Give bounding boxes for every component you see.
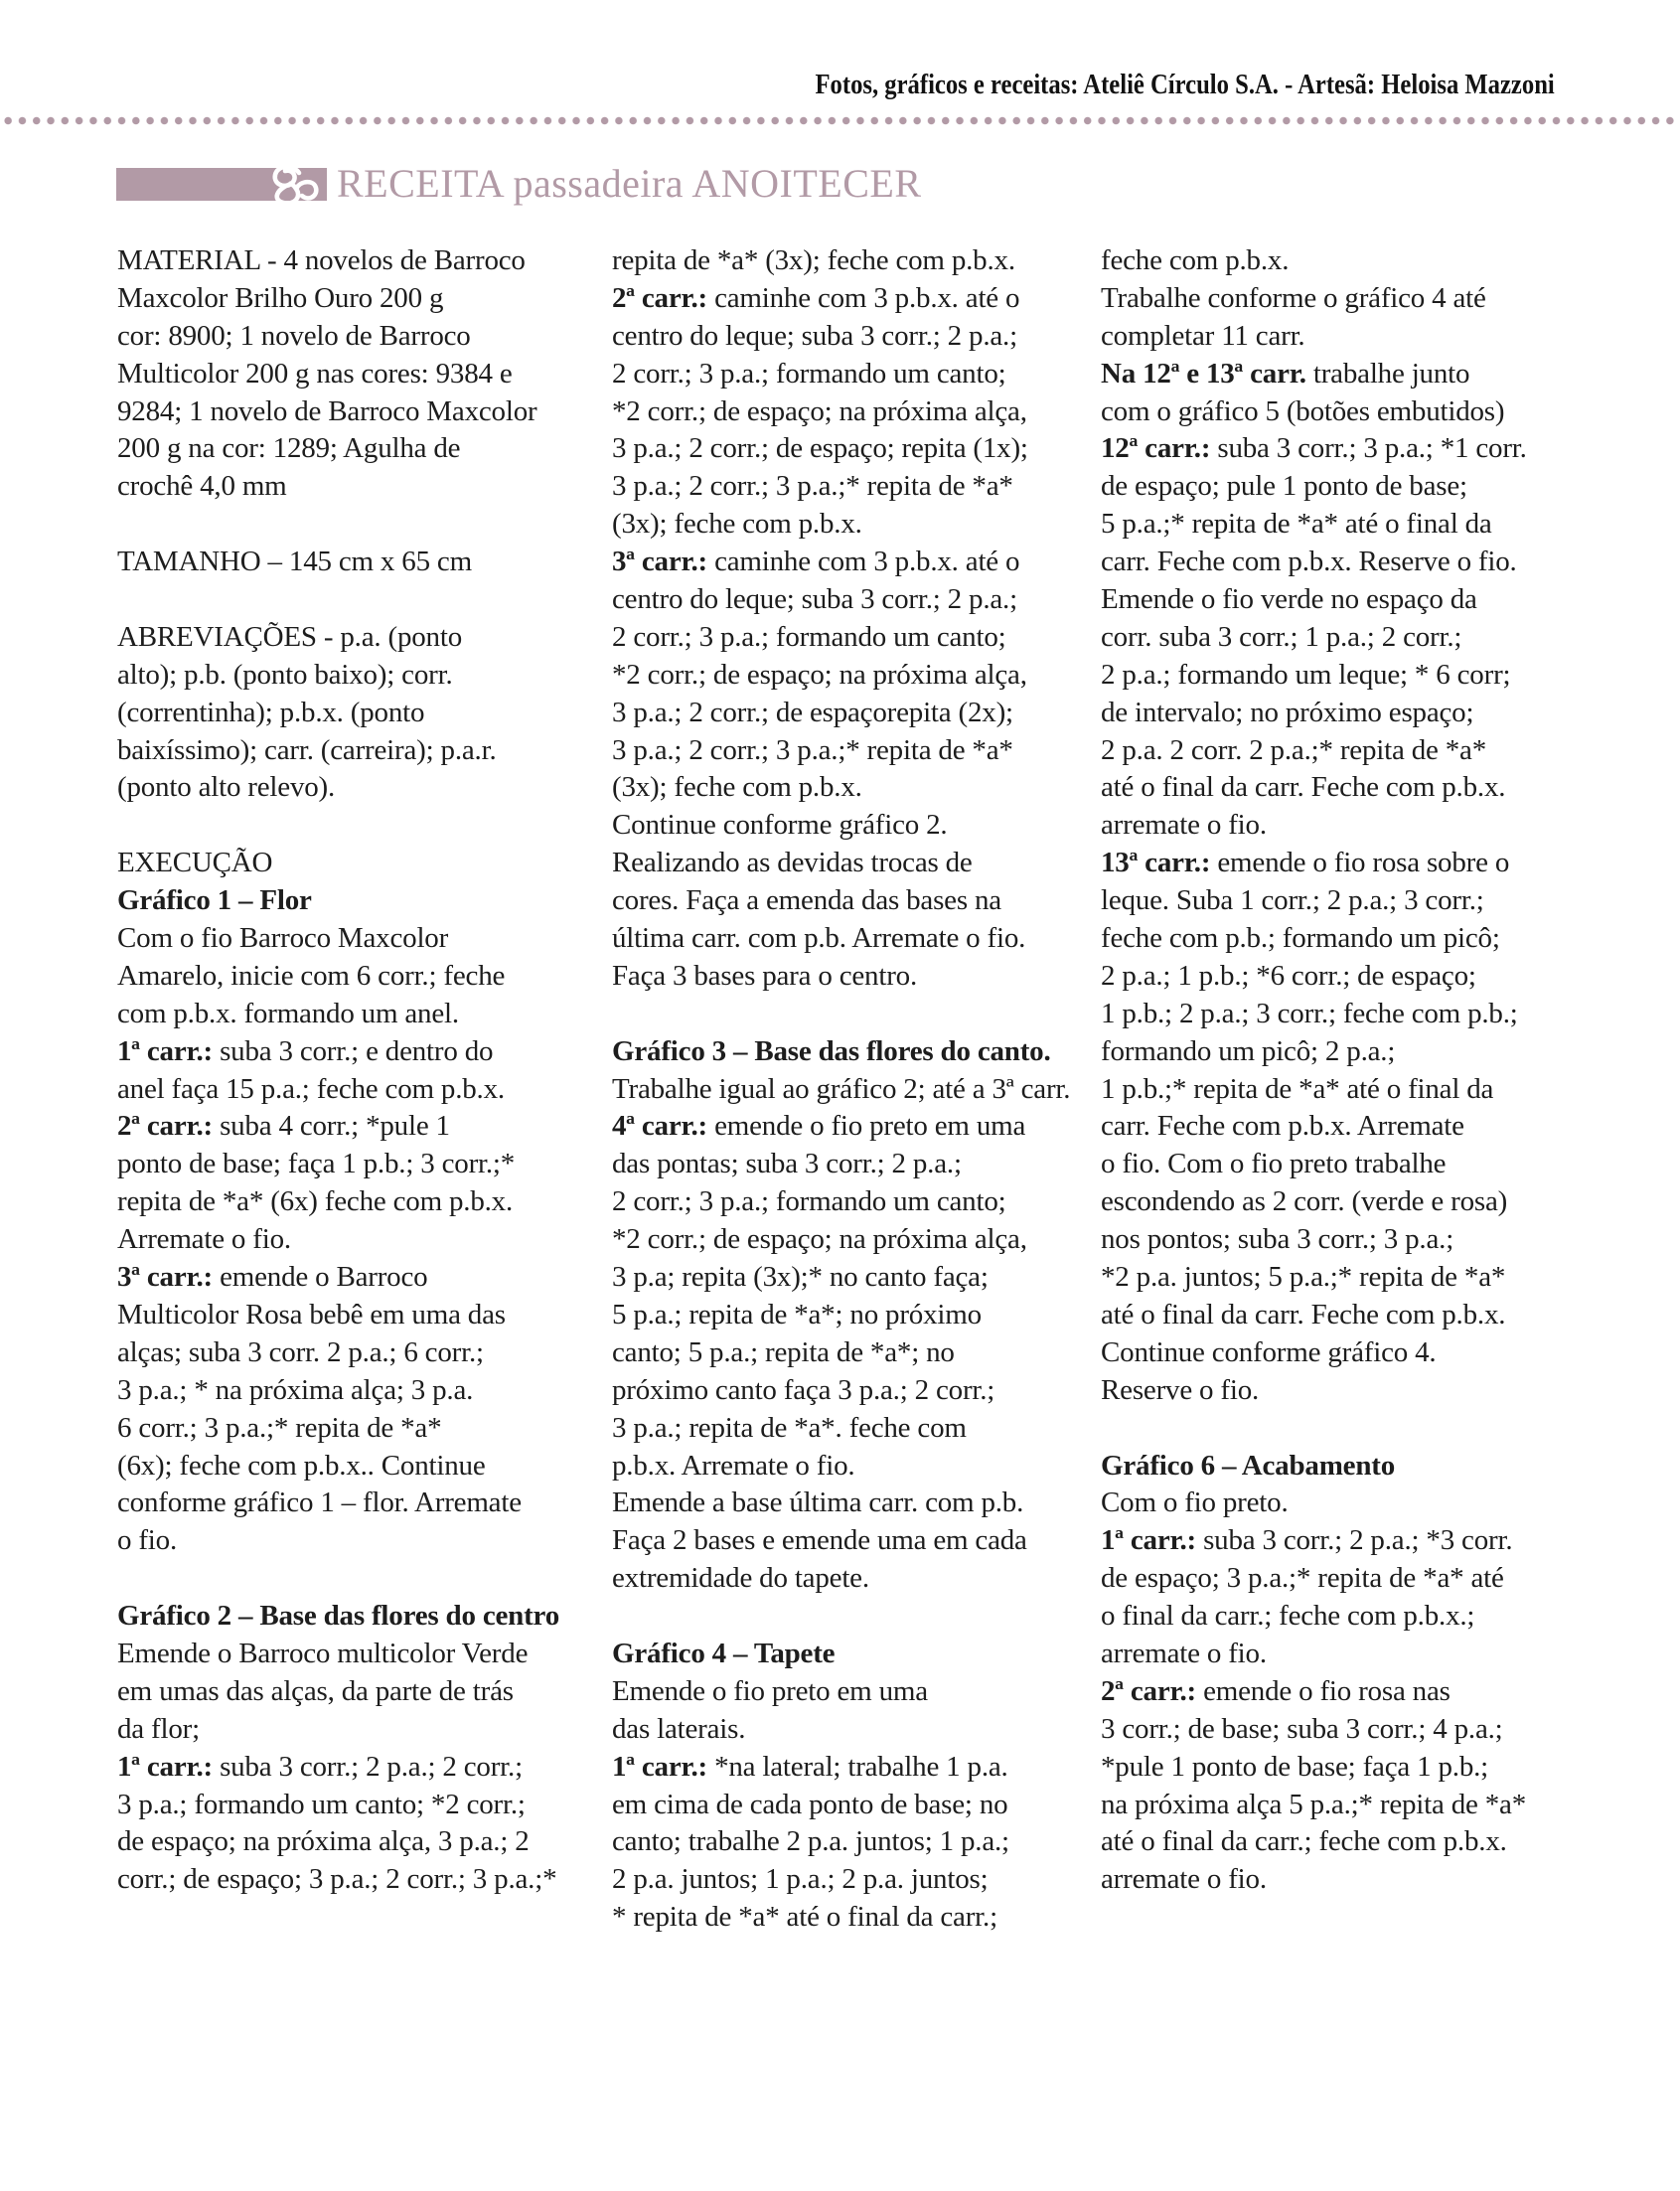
text-run: (3x); feche com p.b.x. xyxy=(612,508,862,541)
text-run: 2 p.a. juntos; 1 p.a.; 2 p.a. juntos; xyxy=(612,1863,989,1896)
text-run: de espaço; 3 p.a.;* repita de *a* até xyxy=(1101,1562,1504,1595)
text-run: o fio. Com o fio preto trabalhe xyxy=(1101,1148,1447,1180)
bold-run: Gráfico 2 – Base das flores do centro xyxy=(117,1600,560,1633)
text-run: Emende o fio preto em uma xyxy=(612,1674,928,1707)
text-line xyxy=(1101,1334,1580,1372)
text-run: emende o fio rosa sobre o xyxy=(1210,847,1510,879)
text-line xyxy=(117,996,596,1033)
text-run: repita de *a* (3x); feche com p.b.x. xyxy=(612,244,1015,276)
text-line xyxy=(612,882,1091,920)
text-run: Emende o fio verde no espaço da xyxy=(1101,583,1477,616)
text-line xyxy=(1101,920,1580,958)
text-line xyxy=(1101,1448,1580,1486)
bold-run: 3ª carr.: xyxy=(117,1261,214,1294)
bold-run: Gráfico 1 – Flor xyxy=(117,884,312,917)
text-run: das pontas; suba 3 corr.; 2 p.a.; xyxy=(612,1148,962,1180)
text-line xyxy=(117,1823,596,1861)
text-run: 3 p.a.; * na próxima alça; 3 p.a. xyxy=(117,1373,474,1406)
text-line xyxy=(612,430,1091,468)
text-run: 3 p.a.; 2 corr.; 3 p.a.;* repita de *a* xyxy=(612,470,1013,503)
text-line xyxy=(612,732,1091,770)
text-line xyxy=(1101,882,1580,920)
text-run: centro do leque; suba 3 corr.; 2 p.a.; xyxy=(612,319,1017,352)
text-run: *pule 1 ponto de base; faça 1 p.b.; xyxy=(1101,1750,1489,1783)
text-line xyxy=(1101,807,1580,845)
text-run: 3 corr.; de base; suba 3 corr.; 4 p.a.; xyxy=(1101,1712,1503,1745)
text-line xyxy=(117,845,596,882)
text-line xyxy=(117,1749,596,1787)
text-run: próximo canto faça 3 p.a.; 2 corr.; xyxy=(612,1373,995,1406)
text-run: Maxcolor Brilho Ouro 200 g xyxy=(117,281,444,314)
text-run: arremate o fio. xyxy=(1101,1637,1267,1669)
text-line xyxy=(1101,732,1580,770)
bold-run: 13ª carr.: xyxy=(1101,847,1211,879)
text-run: com p.b.x. formando um anel. xyxy=(117,997,459,1029)
text-run: (correntinha); p.b.x. (ponto xyxy=(117,696,425,728)
text-run: Continue conforme gráfico 4. xyxy=(1101,1335,1437,1368)
text-run: suba 3 corr.; 2 p.a.; *3 corr. xyxy=(1196,1524,1513,1557)
text-column-3 xyxy=(1101,242,1580,1899)
text-run: *2 corr.; de espaço; na próxima alça, xyxy=(612,394,1027,427)
text-line xyxy=(612,958,1091,996)
text-run: baixíssimo); carr. (carreira); p.a.r. xyxy=(117,733,497,766)
text-line xyxy=(1101,958,1580,996)
bold-run: 4ª carr.: xyxy=(612,1110,708,1143)
text-line xyxy=(117,1259,596,1297)
text-line xyxy=(612,242,1091,280)
bold-run: Gráfico 3 – Base das flores do canto. xyxy=(612,1034,1051,1067)
text-run: 3 p.a.; 2 corr.; de espaçorepita (2x); xyxy=(612,696,1013,728)
text-line xyxy=(117,581,596,619)
text-run: emende o Barroco xyxy=(213,1261,428,1294)
text-line xyxy=(117,280,596,318)
text-line xyxy=(612,1297,1091,1334)
text-line xyxy=(117,468,596,506)
text-line xyxy=(612,695,1091,732)
text-run: extremidade do tapete. xyxy=(612,1562,869,1595)
text-line xyxy=(117,1448,596,1486)
text-run: feche com p.b.x. xyxy=(1101,244,1290,276)
text-run: o final da carr.; feche com p.b.x.; xyxy=(1101,1600,1475,1633)
text-line xyxy=(117,1108,596,1146)
text-line xyxy=(1101,1787,1580,1824)
text-line xyxy=(1101,695,1580,732)
text-line xyxy=(1101,845,1580,882)
text-run: na próxima alça 5 p.a.;* repita de *a* xyxy=(1101,1788,1527,1820)
text-run: Multicolor Rosa bebê em uma das xyxy=(117,1298,506,1330)
text-line xyxy=(1101,1598,1580,1636)
title-band xyxy=(116,168,327,201)
text-line xyxy=(1101,1485,1580,1522)
bold-run: 1ª carr.: xyxy=(1101,1524,1197,1557)
text-run: Com o fio Barroco Maxcolor xyxy=(117,922,449,955)
text-run: 3 p.a.; 2 corr.; 3 p.a.;* repita de *a* xyxy=(612,733,1013,766)
text-run: (ponto alto relevo). xyxy=(117,771,336,804)
text-run: escondendo as 2 corr. (verde e rosa) xyxy=(1101,1185,1508,1218)
text-line xyxy=(612,1598,1091,1636)
text-run: *2 p.a. juntos; 5 p.a.;* repita de *a* xyxy=(1101,1261,1506,1294)
title-word-passadeira: passadeira xyxy=(513,161,685,206)
bold-run: 2ª carr.: xyxy=(1101,1674,1197,1707)
text-line xyxy=(612,1636,1091,1673)
text-run: de intervalo; no próximo espaço; xyxy=(1101,696,1474,728)
text-line xyxy=(117,695,596,732)
text-run: p.b.x. Arremate o fio. xyxy=(612,1449,855,1482)
text-line xyxy=(117,1071,596,1109)
text-line xyxy=(612,1108,1091,1146)
text-line xyxy=(612,1372,1091,1410)
text-run: 2 corr.; 3 p.a.; formando um canto; xyxy=(612,620,1006,653)
bold-run: 2ª carr.: xyxy=(612,281,708,314)
bold-run: 12ª carr.: xyxy=(1101,432,1211,465)
text-line xyxy=(1101,657,1580,695)
text-line xyxy=(117,1033,596,1071)
text-line xyxy=(1101,356,1580,393)
text-run: até o final da carr. Feche com p.b.x. xyxy=(1101,1298,1506,1330)
text-run: de espaço; pule 1 ponto de base; xyxy=(1101,470,1467,503)
text-line xyxy=(117,1183,596,1221)
text-line xyxy=(117,1673,596,1711)
text-line xyxy=(612,1259,1091,1297)
text-run: em umas das alças, da parte de trás xyxy=(117,1674,514,1707)
text-column-1 xyxy=(117,242,596,1899)
text-run: completar 11 carr. xyxy=(1101,319,1305,352)
text-run: emende o fio rosa nas xyxy=(1196,1674,1451,1707)
text-line xyxy=(1101,1410,1580,1448)
text-line xyxy=(612,393,1091,431)
text-run: das laterais. xyxy=(612,1712,746,1745)
text-run: ponto de base; faça 1 p.b.; 3 corr.;* xyxy=(117,1148,516,1180)
text-line xyxy=(612,619,1091,657)
text-run: carr. Feche com p.b.x. Arremate xyxy=(1101,1110,1464,1143)
text-line xyxy=(1101,1522,1580,1560)
bold-run: 3ª carr.: xyxy=(612,546,708,578)
text-line xyxy=(612,318,1091,356)
text-line xyxy=(1101,769,1580,807)
text-line xyxy=(117,958,596,996)
text-line xyxy=(1101,544,1580,581)
text-line xyxy=(1101,1221,1580,1259)
text-line xyxy=(117,506,596,544)
text-line xyxy=(612,845,1091,882)
title-word-receita: RECEITA xyxy=(337,161,503,206)
text-run: Faça 2 bases e emende uma em cada xyxy=(612,1524,1027,1557)
text-run: 1 p.b.;* repita de *a* até o final da xyxy=(1101,1072,1494,1105)
text-run: crochê 4,0 mm xyxy=(117,470,287,503)
text-run: arremate o fio. xyxy=(1101,809,1267,842)
text-line xyxy=(612,1448,1091,1486)
text-run: (3x); feche com p.b.x. xyxy=(612,771,862,804)
text-line xyxy=(117,657,596,695)
text-line xyxy=(117,807,596,845)
text-line xyxy=(612,807,1091,845)
text-line xyxy=(117,1522,596,1560)
text-line xyxy=(117,356,596,393)
text-line xyxy=(117,1146,596,1183)
text-run: 2 p.a.; formando um leque; * 6 corr; xyxy=(1101,658,1511,691)
text-line xyxy=(612,1522,1091,1560)
dotted-divider xyxy=(0,114,1680,127)
text-run: Trabalhe conforme o gráfico 4 até xyxy=(1101,281,1486,314)
text-line xyxy=(1101,1297,1580,1334)
title-word-anoitecer: ANOITECER xyxy=(691,161,922,206)
text-run: feche com p.b.; formando um picô; xyxy=(1101,922,1500,955)
text-run: Reserve o fio. xyxy=(1101,1373,1260,1406)
text-run: 2 p.a. 2 corr. 2 p.a.;* repita de *a* xyxy=(1101,733,1486,766)
text-run: Continue conforme gráfico 2. xyxy=(612,809,948,842)
text-line xyxy=(117,1221,596,1259)
text-run: cor: 8900; 1 novelo de Barroco xyxy=(117,319,471,352)
text-run: Arremate o fio. xyxy=(117,1223,291,1256)
text-line xyxy=(612,1711,1091,1749)
text-run: Faça 3 bases para o centro. xyxy=(612,959,918,992)
text-line xyxy=(612,1787,1091,1824)
text-line xyxy=(612,657,1091,695)
text-run: o fio. xyxy=(117,1524,178,1557)
text-line xyxy=(612,1146,1091,1183)
text-line xyxy=(1101,468,1580,506)
text-run: caminhe com 3 p.b.x. até o xyxy=(707,281,1020,314)
text-line xyxy=(117,544,596,581)
text-run: ABREVIAÇÕES - p.a. (ponto xyxy=(117,620,463,653)
flourish-knot-icon xyxy=(263,162,327,207)
text-line xyxy=(1101,1711,1580,1749)
text-run: 9284; 1 novelo de Barroco Maxcolor xyxy=(117,394,537,427)
text-line xyxy=(612,1183,1091,1221)
text-run: até o final da carr.; feche com p.b.x. xyxy=(1101,1825,1507,1858)
text-line xyxy=(117,1372,596,1410)
text-line xyxy=(117,1485,596,1522)
text-run: Trabalhe igual ao gráfico 2; até a 3ª carr. xyxy=(612,1072,1071,1105)
text-run: 3 p.a.; 2 corr.; de espaço; repita (1x); xyxy=(612,432,1028,465)
text-run: alças; suba 3 corr. 2 p.a.; 6 corr.; xyxy=(117,1335,484,1368)
bold-run: 1ª carr.: xyxy=(117,1750,214,1783)
text-line xyxy=(612,1899,1091,1937)
text-line xyxy=(1101,1861,1580,1899)
text-line xyxy=(1101,393,1580,431)
text-line xyxy=(117,1787,596,1824)
text-run: 2 p.a.; 1 p.b.; *6 corr.; de espaço; xyxy=(1101,959,1476,992)
text-run: última carr. com p.b. Arremate o fio. xyxy=(612,922,1026,955)
text-run: conforme gráfico 1 – flor. Arremate xyxy=(117,1487,522,1519)
text-run: até o final da carr. Feche com p.b.x. xyxy=(1101,771,1506,804)
text-line xyxy=(1101,1372,1580,1410)
text-run: 3 p.a.; formando um canto; *2 corr.; xyxy=(117,1788,526,1820)
text-run: canto; 5 p.a.; repita de *a*; no xyxy=(612,1335,955,1368)
bold-run: 1ª carr.: xyxy=(612,1750,708,1783)
bold-run: 1ª carr.: xyxy=(117,1034,214,1067)
text-line xyxy=(1101,1636,1580,1673)
text-line xyxy=(1101,1071,1580,1109)
text-line xyxy=(1101,1108,1580,1146)
text-line xyxy=(612,1033,1091,1071)
text-line xyxy=(612,356,1091,393)
text-run: nos pontos; suba 3 corr.; 3 p.a.; xyxy=(1101,1223,1454,1256)
text-run: 2 corr.; 3 p.a.; formando um canto; xyxy=(612,1185,1006,1218)
text-line xyxy=(612,1410,1091,1448)
text-line xyxy=(117,318,596,356)
text-line xyxy=(1101,581,1580,619)
text-line xyxy=(612,581,1091,619)
text-run: com o gráfico 5 (botões embutidos) xyxy=(1101,394,1505,427)
page-title xyxy=(337,161,922,206)
text-run: EXECUÇÃO xyxy=(117,847,273,879)
text-line xyxy=(117,430,596,468)
text-line xyxy=(612,544,1091,581)
text-run: leque. Suba 1 corr.; 2 p.a.; 3 corr.; xyxy=(1101,884,1484,917)
text-run: 1 p.b.; 2 p.a.; 3 corr.; feche com p.b.; xyxy=(1101,997,1518,1029)
text-line xyxy=(612,769,1091,807)
text-run: Com o fio preto. xyxy=(1101,1487,1289,1519)
text-line xyxy=(612,468,1091,506)
text-run: suba 3 corr.; 3 p.a.; *1 corr. xyxy=(1210,432,1527,465)
text-run: 2 corr.; 3 p.a.; formando um canto; xyxy=(612,357,1006,390)
text-run: *2 corr.; de espaço; na próxima alça, xyxy=(612,1223,1027,1256)
text-run: anel faça 15 p.a.; feche com p.b.x. xyxy=(117,1072,505,1105)
text-run: cores. Faça a emenda das bases na xyxy=(612,884,1001,917)
text-run: 5 p.a.; repita de *a*; no próximo xyxy=(612,1298,982,1330)
text-line xyxy=(612,1861,1091,1899)
text-line xyxy=(612,1221,1091,1259)
text-line xyxy=(1101,506,1580,544)
text-line xyxy=(612,506,1091,544)
text-run: suba 3 corr.; 2 p.a.; 2 corr.; xyxy=(213,1750,523,1783)
text-run: repita de *a* (6x) feche com p.b.x. xyxy=(117,1185,514,1218)
text-line xyxy=(117,1711,596,1749)
text-run: (6x); feche com p.b.x.. Continue xyxy=(117,1449,486,1482)
text-line xyxy=(117,393,596,431)
text-line xyxy=(117,1410,596,1448)
text-line xyxy=(117,1598,596,1636)
text-run: Emende a base última carr. com p.b. xyxy=(612,1487,1024,1519)
text-line xyxy=(117,1334,596,1372)
text-line xyxy=(612,1485,1091,1522)
text-run: 3 p.a; repita (3x);* no canto faça; xyxy=(612,1261,989,1294)
text-run: corr. suba 3 corr.; 1 p.a.; 2 corr.; xyxy=(1101,620,1462,653)
text-line xyxy=(1101,242,1580,280)
text-run: centro do leque; suba 3 corr.; 2 p.a.; xyxy=(612,583,1017,616)
text-run: 200 g na cor: 1289; Agulha de xyxy=(117,432,461,465)
text-run: Realizando as devidas trocas de xyxy=(612,847,973,879)
text-run: arremate o fio. xyxy=(1101,1863,1267,1896)
text-column-2 xyxy=(612,242,1091,1937)
text-run: formando um picô; 2 p.a.; xyxy=(1101,1034,1396,1067)
text-run: 6 corr.; 3 p.a.;* repita de *a* xyxy=(117,1411,442,1444)
text-run: * repita de *a* até o final da carr.; xyxy=(612,1901,997,1934)
text-run: *na lateral; trabalhe 1 p.a. xyxy=(707,1750,1008,1783)
text-line xyxy=(612,1823,1091,1861)
text-run: emende o fio preto em uma xyxy=(707,1110,1026,1143)
text-line xyxy=(117,732,596,770)
text-run: suba 3 corr.; e dentro do xyxy=(213,1034,494,1067)
text-line xyxy=(612,920,1091,958)
text-run: da flor; xyxy=(117,1712,200,1745)
text-line xyxy=(1101,318,1580,356)
text-run: Multicolor 200 g nas cores: 9384 e xyxy=(117,357,513,390)
text-run: em cima de cada ponto de base; no xyxy=(612,1788,1008,1820)
text-run: corr.; de espaço; 3 p.a.; 2 corr.; 3 p.a.;* xyxy=(117,1863,557,1896)
text-run: TAMANHO – 145 cm x 65 cm xyxy=(117,546,472,578)
text-line xyxy=(117,1560,596,1598)
text-line xyxy=(612,1560,1091,1598)
text-line xyxy=(117,769,596,807)
text-run: *2 corr.; de espaço; na próxima alça, xyxy=(612,658,1027,691)
text-line xyxy=(1101,996,1580,1033)
text-line xyxy=(117,1636,596,1673)
bold-run: Na 12ª e 13ª carr. xyxy=(1101,357,1306,390)
text-run: 3 p.a.; repita de *a*. feche com xyxy=(612,1411,967,1444)
text-line xyxy=(1101,1146,1580,1183)
text-line xyxy=(612,1334,1091,1372)
text-line xyxy=(117,619,596,657)
text-line xyxy=(612,1749,1091,1787)
text-line xyxy=(117,1861,596,1899)
text-line xyxy=(1101,1033,1580,1071)
text-line xyxy=(612,1673,1091,1711)
text-line xyxy=(1101,1259,1580,1297)
text-run: de espaço; na próxima alça, 3 p.a.; 2 xyxy=(117,1825,530,1858)
text-run: suba 4 corr.; *pule 1 xyxy=(213,1110,450,1143)
text-run: Amarelo, inicie com 6 corr.; feche xyxy=(117,959,506,992)
text-run: alto); p.b. (ponto baixo); corr. xyxy=(117,658,453,691)
credit-line: Fotos, gráficos e receitas: Ateliê Círculo S.A. - Artesã: Heloisa Mazzoni xyxy=(815,70,1555,100)
bold-run: Gráfico 6 – Acabamento xyxy=(1101,1449,1396,1482)
bold-run: 2ª carr.: xyxy=(117,1110,214,1143)
text-line xyxy=(1101,430,1580,468)
text-run: caminhe com 3 p.b.x. até o xyxy=(707,546,1020,578)
text-line xyxy=(1101,619,1580,657)
text-run: 5 p.a.;* repita de *a* até o final da xyxy=(1101,508,1492,541)
text-line xyxy=(117,1297,596,1334)
text-line xyxy=(117,920,596,958)
text-run: Emende o Barroco multicolor Verde xyxy=(117,1637,529,1669)
text-line xyxy=(1101,1823,1580,1861)
text-line xyxy=(1101,1749,1580,1787)
text-line xyxy=(1101,1560,1580,1598)
text-run: MATERIAL - 4 novelos de Barroco xyxy=(117,244,526,276)
recipe-title-row xyxy=(116,163,922,205)
text-line xyxy=(1101,280,1580,318)
text-run: canto; trabalhe 2 p.a. juntos; 1 p.a.; xyxy=(612,1825,1009,1858)
text-line xyxy=(117,882,596,920)
text-line xyxy=(1101,1183,1580,1221)
text-run: trabalhe junto xyxy=(1305,357,1470,390)
text-run: carr. Feche com p.b.x. Reserve o fio. xyxy=(1101,546,1517,578)
text-line xyxy=(117,242,596,280)
text-line xyxy=(612,280,1091,318)
bold-run: Gráfico 4 – Tapete xyxy=(612,1637,836,1669)
text-line xyxy=(1101,1673,1580,1711)
text-line xyxy=(612,1071,1091,1109)
text-line xyxy=(612,996,1091,1033)
